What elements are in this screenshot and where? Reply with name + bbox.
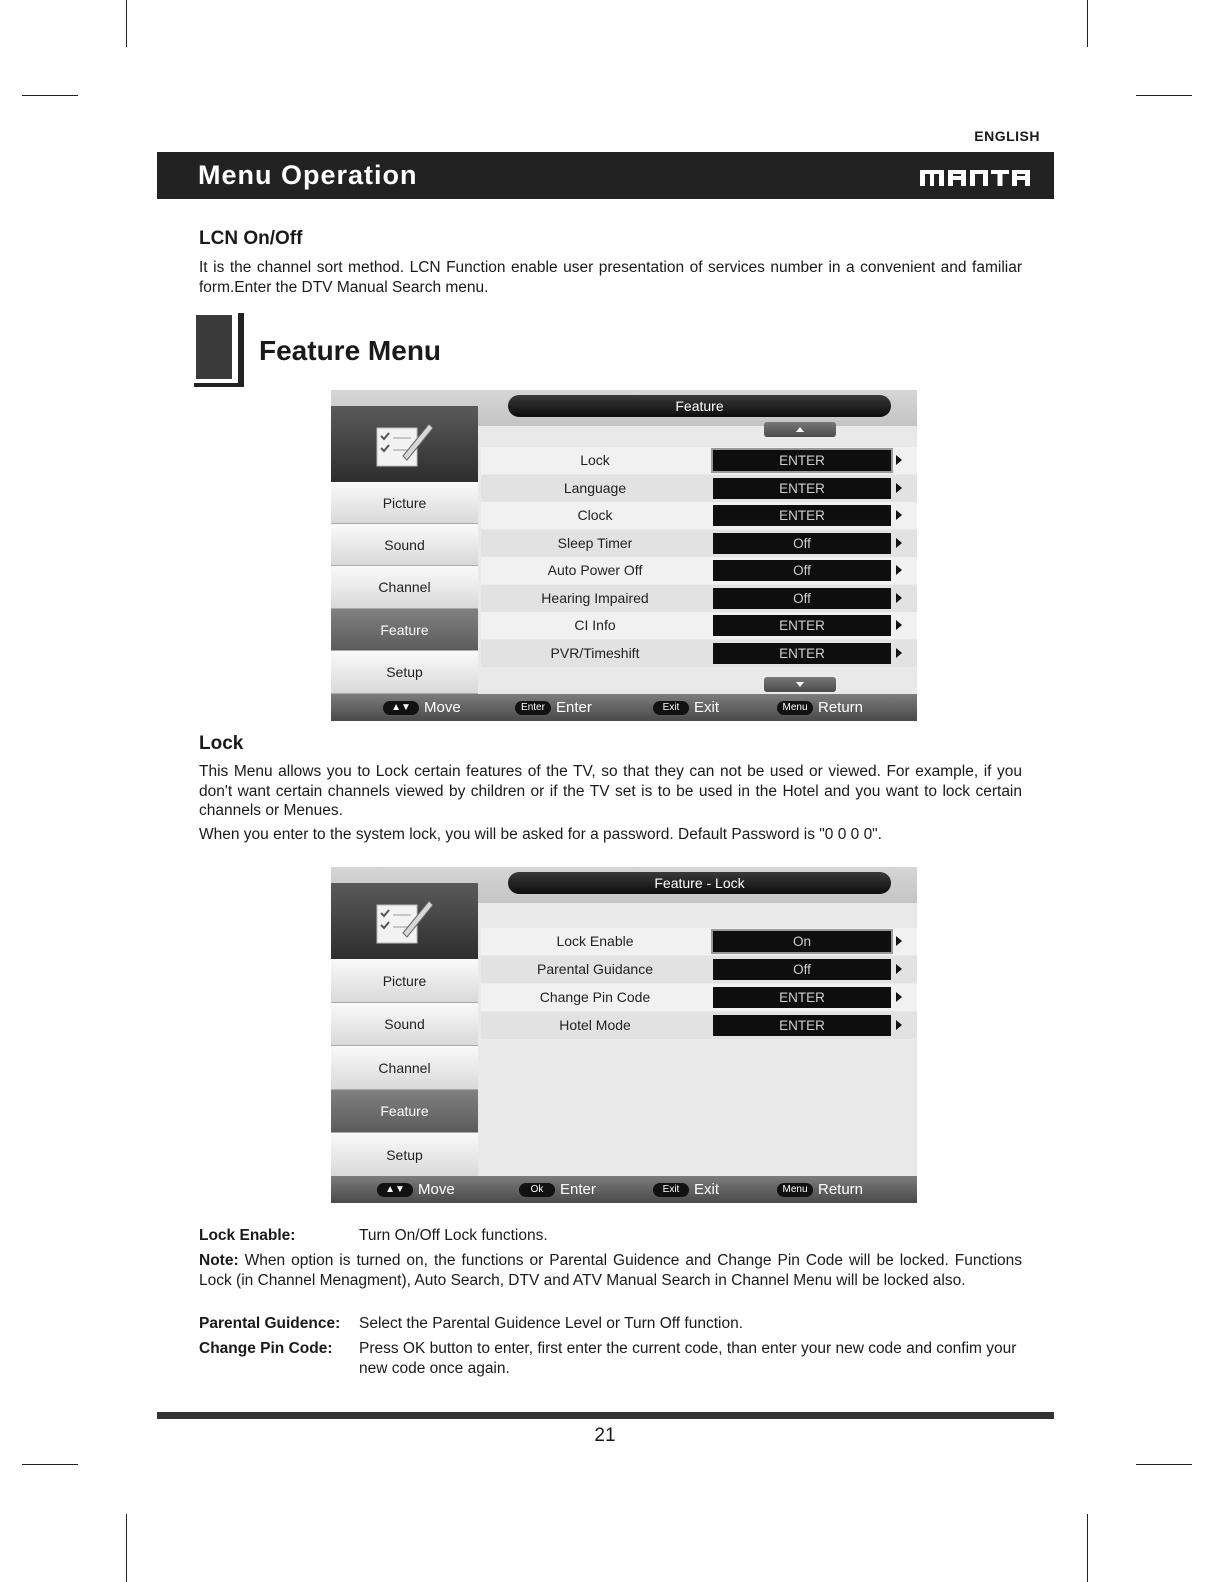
term-definition: Press OK button to enter, first enter the current code, than enter your new code and confim your new code once again. — [359, 1340, 1017, 1377]
arrow-right-icon — [896, 538, 902, 548]
option-value[interactable]: Off — [713, 959, 891, 980]
option-label: Lock Enable — [556, 933, 634, 949]
move-key-icon: ▲▼ — [377, 1183, 413, 1197]
option-label: Sleep Timer — [557, 534, 633, 551]
option-row[interactable] — [481, 557, 917, 584]
enter-hint — [515, 698, 592, 717]
sidebar-item-setup[interactable]: Setup — [331, 651, 478, 694]
menu-key-icon: Menu — [777, 1183, 813, 1197]
crop-mark — [22, 1464, 78, 1465]
screen-footer — [331, 694, 917, 721]
return-hint — [777, 698, 863, 717]
arrow-right-icon — [896, 455, 902, 465]
sidebar-item-sound[interactable]: Sound — [331, 1003, 478, 1046]
term-definition: Turn On/Off Lock functions. — [359, 1227, 548, 1244]
sidebar-item-setup[interactable]: Setup — [331, 1133, 478, 1177]
option-row[interactable] — [481, 612, 917, 639]
move-hint — [383, 698, 461, 717]
arrow-right-icon — [896, 620, 902, 630]
lock-password-note: When you enter to the system lock, you will be asked for a password. Default Password is "0 0 0 0". — [199, 826, 882, 843]
scroll-up-button[interactable] — [764, 422, 836, 437]
sidebar-item-channel[interactable]: Channel — [331, 566, 478, 609]
arrow-right-icon — [896, 510, 902, 520]
header-bar — [157, 152, 1054, 199]
sidebar-item-feature[interactable]: Feature — [331, 1090, 478, 1133]
exit-hint — [653, 698, 719, 717]
crop-mark — [22, 95, 78, 96]
change-pin-definition — [199, 1339, 1022, 1379]
option-row[interactable] — [481, 956, 917, 983]
option-label: CI Info — [574, 617, 616, 633]
option-label: Language — [563, 479, 627, 496]
enter-hint — [519, 1180, 596, 1199]
option-value[interactable]: ENTER — [713, 450, 891, 471]
checklist-pencil-icon — [373, 897, 437, 947]
move-key-icon: ▲▼ — [383, 701, 419, 715]
option-row[interactable] — [481, 447, 917, 474]
feature-menu-screenshot — [331, 390, 917, 721]
term-label: Lock Enable: — [199, 1227, 296, 1244]
option-value[interactable]: ENTER — [713, 505, 891, 526]
option-value[interactable]: On — [713, 931, 891, 952]
lock-title: Lock — [199, 733, 244, 754]
option-value[interactable]: ENTER — [713, 478, 891, 499]
term-definition: When option is turned on, the functions or Parental Guidence and Change Pin Code will be locked. Functions Lock (in Channel Menagment), Auto Search, DTV and ATV Manual Search in Channel Menu will be locked also. — [199, 1252, 1022, 1289]
note-definition — [199, 1251, 1022, 1290]
feature-icon-box — [331, 406, 478, 482]
exit-hint — [653, 1180, 719, 1199]
lcn-title: LCN On/Off — [199, 228, 303, 249]
ok-key-icon: Ok — [519, 1183, 555, 1197]
feature-lock-screenshot — [331, 867, 917, 1203]
option-label: Auto Power Off — [547, 562, 643, 578]
arrow-right-icon — [896, 565, 902, 575]
option-row[interactable] — [481, 502, 917, 529]
brand-logo — [918, 160, 1038, 192]
sidebar-item-picture[interactable]: Picture — [331, 959, 478, 1003]
option-row[interactable] — [481, 475, 917, 502]
sidebar-item-channel[interactable]: Channel — [331, 1046, 478, 1090]
crop-mark — [126, 1514, 127, 1582]
arrow-right-icon — [896, 593, 902, 603]
crop-mark — [1087, 0, 1088, 47]
screen-footer — [331, 1176, 917, 1203]
enter-label: Enter — [560, 1181, 596, 1198]
crop-mark — [126, 0, 127, 47]
return-label: Return — [818, 1181, 864, 1198]
term-label: Note: — [199, 1252, 239, 1269]
crop-mark — [1136, 1464, 1192, 1465]
menu-key-icon: Menu — [777, 701, 813, 715]
sidebar-item-sound[interactable]: Sound — [331, 524, 478, 566]
term-label: Change Pin Code: — [199, 1340, 333, 1357]
feature-menu-title: Feature Menu — [259, 335, 442, 366]
option-row[interactable] — [481, 585, 917, 612]
return-label: Return — [818, 699, 864, 716]
enter-key-icon: Enter — [515, 701, 551, 715]
lock-enable-definition — [199, 1226, 1022, 1246]
arrow-right-icon — [896, 483, 902, 493]
section-marker-icon — [194, 313, 244, 387]
language-label: ENGLISH — [974, 128, 1040, 144]
option-label: Change Pin Code — [539, 989, 651, 1005]
exit-key-icon: Exit — [653, 701, 689, 715]
move-label: Move — [424, 699, 461, 716]
page-title: Menu Operation — [198, 160, 418, 190]
exit-key-icon: Exit — [653, 1183, 689, 1197]
sidebar-item-picture[interactable]: Picture — [331, 482, 478, 524]
option-row[interactable] — [481, 530, 917, 557]
option-value[interactable]: ENTER — [713, 987, 891, 1008]
option-label: Clock — [577, 507, 613, 523]
exit-label: Exit — [694, 699, 720, 716]
lock-body: This Menu allows you to Lock certain features of the TV, so that they can not be used or viewed. For example, if you don't want certain channels viewed by children or if the TV set is to be used in the Hotel and you want to lock certain channels or Menues. — [199, 763, 1022, 819]
checklist-pencil-icon — [373, 420, 437, 470]
option-value[interactable]: Off — [713, 533, 891, 554]
page-number: 21 — [594, 1425, 616, 1446]
move-hint — [377, 1180, 455, 1199]
option-label: Hotel Mode — [559, 1017, 631, 1033]
arrow-right-icon — [896, 1020, 902, 1030]
arrow-right-icon — [896, 964, 902, 974]
screen-caption: Feature - Lock — [508, 872, 891, 894]
option-label: Parental Guidance — [537, 961, 653, 977]
option-row[interactable] — [481, 984, 917, 1011]
screen-caption: Feature — [508, 395, 891, 417]
exit-label: Exit — [694, 1181, 720, 1198]
crop-mark — [1136, 95, 1192, 96]
arrow-right-icon — [896, 648, 902, 658]
arrow-right-icon — [896, 936, 902, 946]
option-label: Hearing Impaired — [541, 589, 649, 606]
option-row[interactable] — [481, 1012, 917, 1039]
sidebar-item-feature[interactable]: Feature — [331, 609, 478, 651]
feature-icon-box — [331, 883, 478, 959]
term-definition: Select the Parental Guidence Level or Turn Off function. — [359, 1315, 743, 1332]
option-row[interactable] — [481, 640, 917, 667]
move-label: Move — [418, 1181, 455, 1198]
option-value[interactable]: Off — [713, 560, 891, 581]
option-value[interactable]: ENTER — [713, 643, 891, 664]
parental-guidence-definition — [199, 1314, 1022, 1334]
option-label: Lock — [580, 452, 610, 468]
option-value[interactable]: Off — [713, 588, 891, 609]
enter-label: Enter — [556, 699, 592, 716]
option-row[interactable] — [481, 928, 917, 955]
return-hint — [777, 1180, 863, 1199]
arrow-right-icon — [896, 992, 902, 1002]
term-label: Parental Guidence: — [199, 1315, 341, 1332]
footer-bar — [157, 1412, 1054, 1419]
lcn-body: It is the channel sort method. LCN Function enable user presentation of services number in a convenient and familiar form.Enter the DTV Manual Search menu. — [199, 259, 1022, 296]
crop-mark — [1087, 1514, 1088, 1582]
option-label: PVR/Timeshift — [550, 644, 640, 661]
option-value[interactable]: ENTER — [713, 615, 891, 636]
scroll-down-button[interactable] — [764, 677, 836, 692]
option-value[interactable]: ENTER — [713, 1015, 891, 1036]
